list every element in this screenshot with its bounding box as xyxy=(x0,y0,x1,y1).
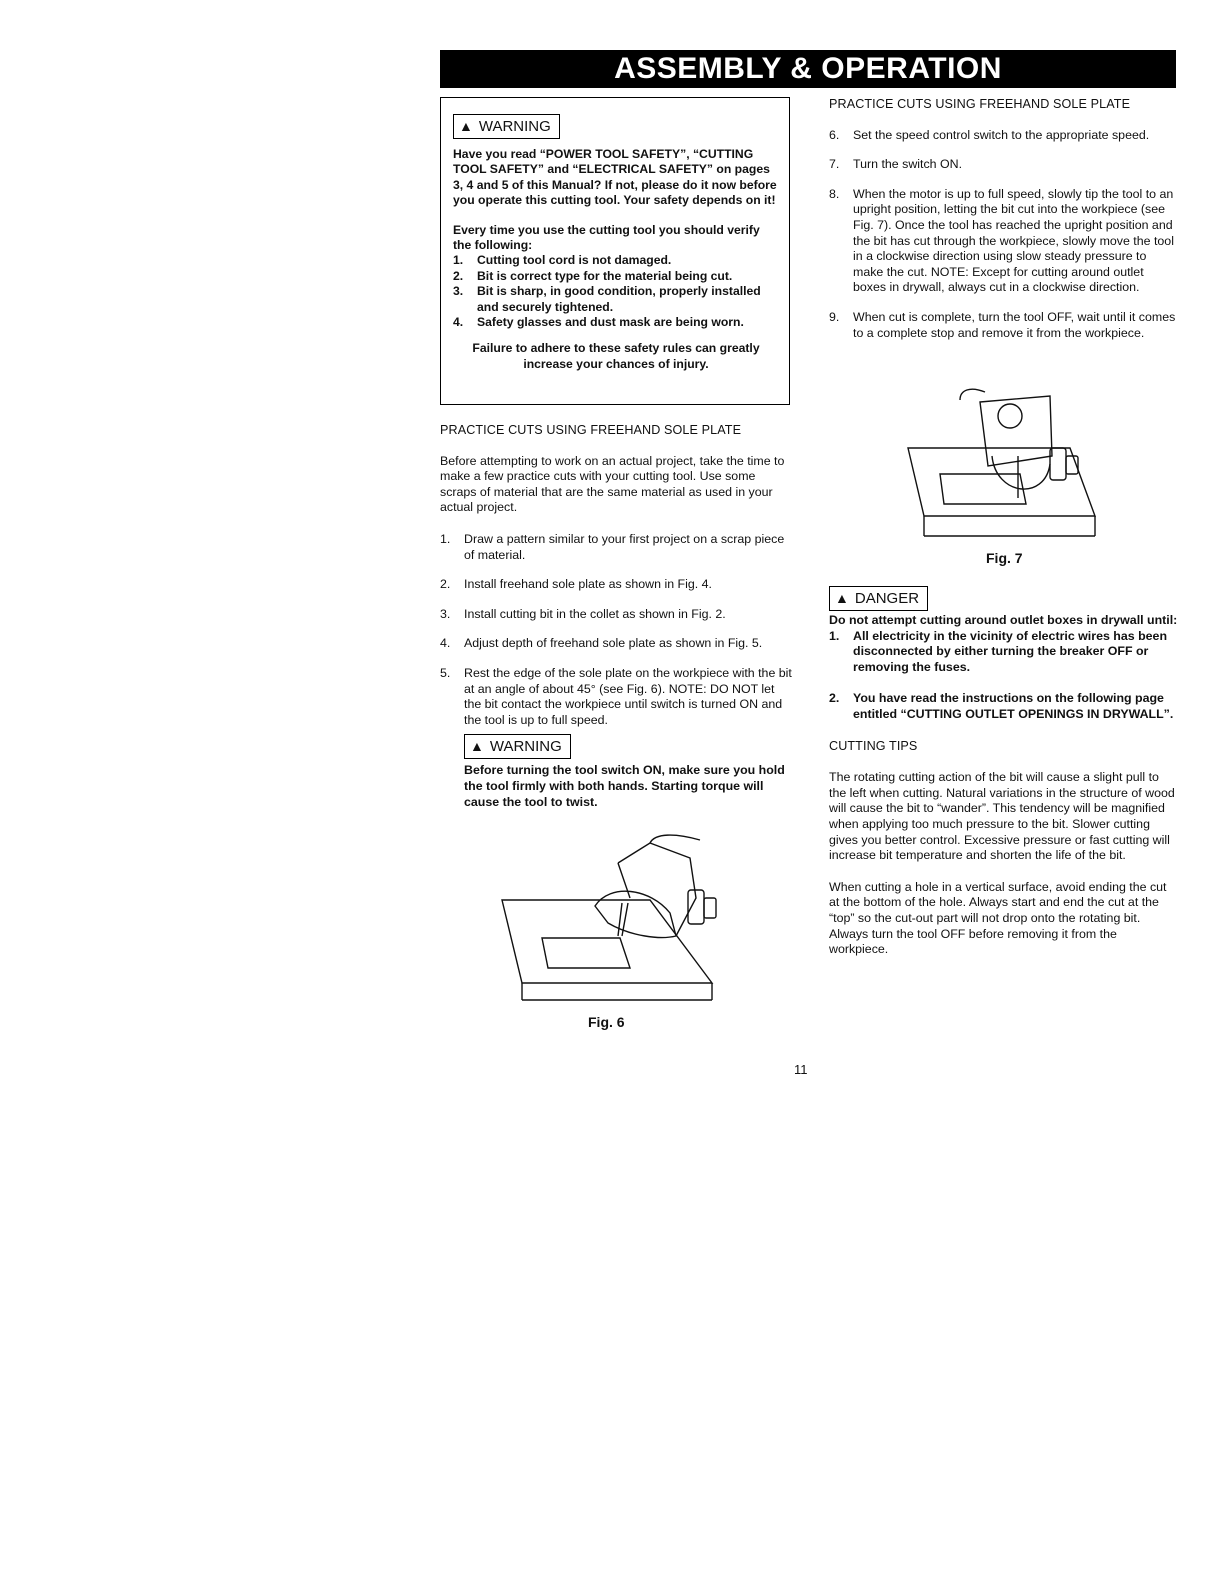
danger-label: ▲ DANGER xyxy=(829,586,928,611)
warning-footer: Failure to adhere to these safety rules can greatly increase your chances of injury. xyxy=(472,341,760,372)
right-heading: PRACTICE CUTS USING FREEHAND SOLE PLATE xyxy=(829,97,1131,111)
fig6-caption: Fig. 6 xyxy=(588,1014,625,1030)
list-item: 2. Bit is correct type for the material being cut. xyxy=(453,268,733,283)
right-steps xyxy=(829,128,1179,342)
page-number: 11 xyxy=(794,1062,808,1077)
list-item: 7. Turn the switch ON. xyxy=(829,157,963,172)
fig7-illustration xyxy=(900,386,1100,542)
danger-list xyxy=(829,629,1179,723)
fig6-illustration xyxy=(500,828,730,1008)
warning-icon: ▲ xyxy=(459,118,473,134)
right-column xyxy=(829,97,1179,341)
left-column xyxy=(440,423,792,810)
list-item: 4. Safety glasses and dust mask are being worn. xyxy=(453,315,744,330)
warning-icon: ▲ xyxy=(835,590,849,606)
page-title: ASSEMBLY & OPERATION xyxy=(440,50,1176,88)
warning-box xyxy=(440,97,790,405)
warning-icon: ▲ xyxy=(470,738,484,755)
left-intro: Before attempting to work on an actual project, take the time to make a few practice cuts with your cutting tool. Use some scraps of material that are the same material as used in your actual project. xyxy=(440,453,785,515)
list-item: 3. Bit is sharp, in good condition, properly installed and securely tightened. xyxy=(453,284,761,314)
list-item: 5. Rest the edge of the sole plate on the workpiece with the bit at an angle of about 45° (see Fig. 6). NOTE: DO NOT let the bit contact the workpiece until switch is turned ON and the tool is up to full speed. xyxy=(440,665,792,727)
list-item: 2. You have read the instructions on the following page entitled “CUTTING OUTLET OPENINGS IN DRYWALL”. xyxy=(829,691,1174,721)
tips-heading: CUTTING TIPS xyxy=(829,738,918,753)
warning-verify: Every time you use the cutting tool you should verify the following: xyxy=(453,222,760,253)
list-item: 4. Adjust depth of freehand sole plate as shown in Fig. 5. xyxy=(440,636,763,651)
warning-label: ▲ WARNING xyxy=(453,114,560,139)
left-warning-label: ▲ WARNING xyxy=(464,734,571,759)
list-item: 8. When the motor is up to full speed, slowly tip the tool to an upright position, letting the bit cut into the workpiece (see Fig. 7). Once the tool has reached the upright position and the bit has cut through the workpiece, slowly move the tool in a clockwise direction using slow steady pressure to make the cut. NOTE: Except for cutting around outlet boxes in drywall, always cut in a clockwise direction. xyxy=(829,186,1174,295)
list-item: 2. Install freehand sole plate as shown in Fig. 4. xyxy=(440,577,712,592)
list-item: 3. Install cutting bit in the collet as shown in Fig. 2. xyxy=(440,606,726,621)
list-item: 9. When cut is complete, turn the tool OFF, wait until it comes to a complete stop and remove it from the workpiece. xyxy=(829,309,1176,340)
list-item: 1. Cutting tool cord is not damaged. xyxy=(453,253,672,268)
list-item: 1. Draw a pattern similar to your first project on a scrap piece of material. xyxy=(440,531,785,562)
warning-list xyxy=(453,253,779,330)
left-steps xyxy=(440,532,792,728)
list-item: 6. Set the speed control switch to the appropriate speed. xyxy=(829,127,1150,142)
danger-intro: Do not attempt cutting around outlet boxes in drywall until: xyxy=(829,613,1178,627)
danger-section xyxy=(829,586,1179,958)
left-warning-text: Before turning the tool switch ON, make sure you hold the tool firmly with both hands. Starting torque will cause the tool to twist. xyxy=(464,763,785,809)
tips-paragraph-2: When cutting a hole in a vertical surface, avoid ending the cut at the bottom of the hole. Always start and end the cut at the “top” so the cut-out part will not drop onto the rotating bit. Always turn the tool OFF before removing it from the workpiece. xyxy=(829,879,1167,957)
tips-paragraph-1: The rotating cutting action of the bit will cause a slight pull to the left when cutting. Natural variations in the structure of wood will cause the bit to “wander”. This tendency will be magnified when applying too much pressure to the bit. Slower cutting gives you better control. Excessive pressure or fast cutting will increase bit temperature and shorten the life of the bit. xyxy=(829,770,1175,863)
fig7-caption: Fig. 7 xyxy=(986,550,1023,566)
left-heading: PRACTICE CUTS USING FREEHAND SOLE PLATE xyxy=(440,423,742,437)
list-item: 1. All electricity in the vicinity of electric wires has been disconnected by either turning the breaker OFF or removing the fuses. xyxy=(829,628,1168,674)
warning-intro: Have you read “POWER TOOL SAFETY”, “CUTTING TOOL SAFETY” and “ELECTRICAL SAFETY” on pages 3, 4 and 5 of this Manual? If not, please do it now before you operate this cutting tool. Your safety depends on it! xyxy=(453,147,777,208)
